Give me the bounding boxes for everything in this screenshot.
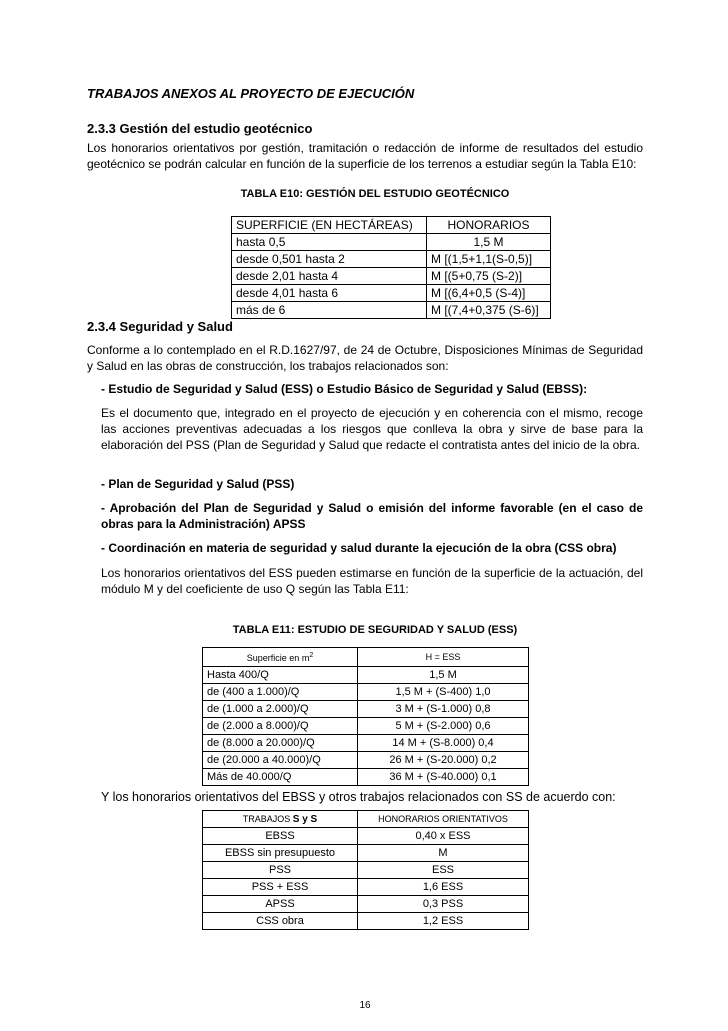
table-cell: M [(1,5+1,1(S-0,5)] (427, 251, 551, 268)
table-cell: M [(5+0,75 (S-2)] (427, 268, 551, 285)
table-cell: más de 6 (232, 302, 427, 319)
table-e10-header-fees: HONORARIOS (427, 217, 551, 234)
css-obra-item: - Coordinación en materia de seguridad y salud durante la ejecución de la obra (CSS obra) (101, 541, 617, 555)
table-cell: desde 4,01 hasta 6 (232, 285, 427, 302)
table-cell: de (20.000 a 40.000)/Q (203, 752, 358, 769)
table-cell: 0,40 x ESS (358, 828, 529, 845)
section-2-3-4-paragraph: Conforme a lo contemplado en el R.D.1627/97, de 24 de Octubre, Disposiciones Mínimas de Seguridad y Salud en las obras de construcción, los trabajos relacionados son: (87, 343, 643, 373)
table-cell: hasta 0,5 (232, 234, 427, 251)
table-cell: 14 M + (S-8.000) 0,4 (358, 735, 529, 752)
table-cell: M [(7,4+0,375 (S-6)] (427, 302, 551, 319)
table-cell: 0,3 PSS (358, 896, 529, 913)
table-cell: M (358, 845, 529, 862)
table-cell: 5 M + (S-2.000) 0,6 (358, 718, 529, 735)
table-cell: 1,5 M + (S-400) 1,0 (358, 684, 529, 701)
table-cell: 1,6 ESS (358, 879, 529, 896)
table-cell: 26 M + (S-20.000) 0,2 (358, 752, 529, 769)
apss-item: - Aprobación del Plan de Seguridad y Salud o emisión del informe favorable (en el caso de obras para la Administración) APSS (101, 501, 643, 531)
page-heading: TRABAJOS ANEXOS AL PROYECTO DE EJECUCIÓN (87, 86, 415, 101)
ess-ebss-item: - Estudio de Seguridad y Salud (ESS) o Estudio Básico de Seguridad y Salud (EBSS): (101, 382, 588, 396)
table-cell: PSS + ESS (203, 879, 358, 896)
table-cell: de (400 a 1.000)/Q (203, 684, 358, 701)
table-cell: CSS obra (203, 913, 358, 930)
table-cell: de (2.000 a 8.000)/Q (203, 718, 358, 735)
table-cell: PSS (203, 862, 358, 879)
table-ss-works (202, 810, 529, 930)
table-cell: EBSS sin presupuesto (203, 845, 358, 862)
ebss-fees-paragraph: Y los honorarios orientativos del EBSS y otros trabajos relacionados con SS de acuerdo con: (101, 790, 616, 804)
section-2-3-3-paragraph: Los honorarios orientativos por gestión, tramitación o redacción de informe de resultados del estudio geotécnico se podrán calcular en función de la superficie de los terrenos a estudiar según la Tabla E10: (87, 141, 643, 171)
page-number: 16 (359, 1000, 371, 1011)
table-cell: 1,5 M (358, 667, 529, 684)
table-e11-header-surface: Superficie en $m^2$ (203, 648, 358, 667)
table-e10-header-surface: SUPERFICIE (EN HECTÁREAS) (232, 217, 427, 234)
table-cell: de (8.000 a 20.000)/Q (203, 735, 358, 752)
table-cell: desde 2,01 hasta 4 (232, 268, 427, 285)
table-cell: Más de 40.000/Q (203, 769, 358, 786)
table-e11-caption: TABLA E11: ESTUDIO DE SEGURIDAD Y SALUD (ESS) (232, 624, 518, 636)
table-ss-header-works: TRABAJOS S y S (203, 811, 358, 828)
table-ss-header-fees: HONORARIOS ORIENTATIVOS (358, 811, 529, 828)
ess-description: Es el documento que, integrado en el proyecto de ejecución y en coherencia con el mismo, recoge las acciones preventivas adecuadas a los riesgos que conlleva la obra y sirve de base para la elaboración del PSS (Plan de Seguridad y Salud que redacte el contratista antes del inicio de la obra. (101, 406, 643, 452)
table-e10-caption: TABLA E10: GESTIÓN DEL ESTUDIO GEOTÉCNICO (240, 188, 510, 200)
table-cell: ESS (358, 862, 529, 879)
pss-item: - Plan de Seguridad y Salud (PSS) (101, 477, 295, 491)
table-cell: de (1.000 a 2.000)/Q (203, 701, 358, 718)
table-e11-header-fees: H = ESS (358, 648, 529, 667)
table-cell: 1,2 ESS (358, 913, 529, 930)
table-cell: EBSS (203, 828, 358, 845)
ess-fees-paragraph: Los honorarios orientativos del ESS pueden estimarse en función de la superficie de la actuación, del módulo M y del coeficiente de uso Q según las Tabla E11: (101, 566, 643, 596)
table-cell: APSS (203, 896, 358, 913)
table-e11 (202, 647, 529, 786)
table-cell: desde 0,501 hasta 2 (232, 251, 427, 268)
table-cell: 36 M + (S-40.000) 0,1 (358, 769, 529, 786)
table-cell: M [(6,4+0,5 (S-4)] (427, 285, 551, 302)
table-cell: 1,5 M (427, 234, 551, 251)
section-2-3-3-title: 2.3.3 Gestión del estudio geotécnico (87, 121, 313, 136)
table-e10 (231, 216, 551, 319)
table-cell: 3 M + (S-1.000) 0,8 (358, 701, 529, 718)
table-cell: Hasta 400/Q (203, 667, 358, 684)
section-2-3-4-title: 2.3.4 Seguridad y Salud (87, 319, 233, 334)
